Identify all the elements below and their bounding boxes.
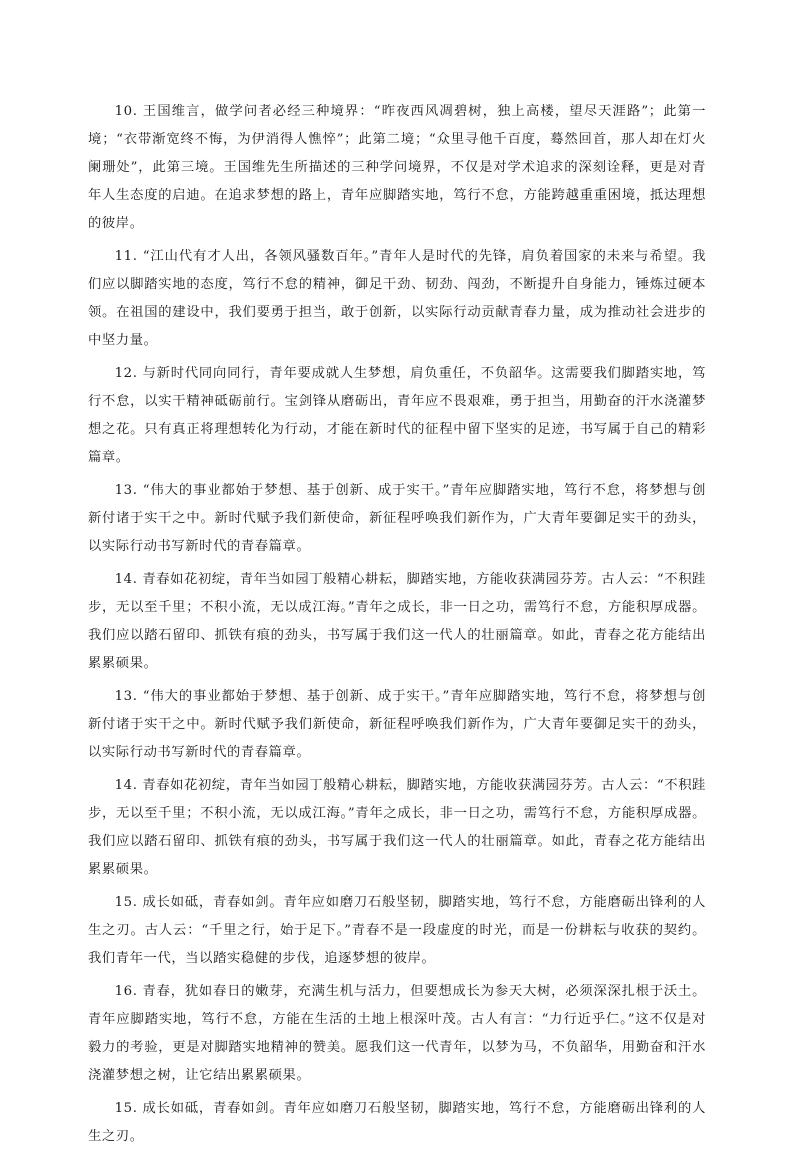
paragraph-12: 12. 与新时代同向同行，青年要成就人生梦想，肩负重任，不负韶华。这需要我们脚踏实地，笃行不怠，以实干精神砥砺前行。宝剑锋从磨砺出，青年应不畏艰难，勇于担当，用勤奋的汗水浇灌梦想之花。只有真正将理想转化为行动，才能在新时代的征程中留下坚实的足迹，书写属于自己的精彩篇章。 — [88, 366, 706, 465]
paragraph-13: 13. “伟大的事业都始于梦想、基于创新、成于实干。”青年应脚踏实地，笃行不怠，将梦想与创新付诸于实干之中。新时代赋予我们新使命，新征程呼唤我们新作为，广大青年要御足实干的劲头，以实际行动书写新时代的青春篇章。 — [88, 483, 706, 554]
paragraph-11: 11. “江山代有才人出，各领风骚数百年。”青年人是时代的先锋，肩负着国家的未来与希望。我们应以脚踏实地的态度，笃行不怠的精神，御足干劲、韧劲、闯劲，不断提升自身能力，锤炼过硬本领。在祖国的建设中，我们要勇于担当，敢于创新，以实际行动贡献青春力量，成为推动社会进步的中坚力量。 — [88, 249, 706, 348]
paragraph-15-repeat: 15. 成长如砥，青春如剑。青年应如磨刀石般坚韧，脚踏实地，笃行不怠，方能磨砺出锋利的人生之刃。 — [88, 1101, 706, 1144]
paragraph-14: 14. 青春如花初绽，青年当如园丁般精心耕耘，脚踏实地，方能收获满园芬芳。古人云：“不积跬步，无以至千里；不积小流，无以成江海。”青年之成长，非一日之功，需笃行不怠，方能积厚成器。我们应以踏石留印、抓铁有痕的劲头，书写属于我们这一代人的壮丽篇章。如此，青春之花方能结出累累硕果。 — [88, 572, 706, 671]
paragraph-13-repeat: 13. “伟大的事业都始于梦想、基于创新、成于实干。”青年应脚踏实地，笃行不怠，将梦想与创新付诸于实干之中。新时代赋予我们新使命，新征程呼唤我们新作为，广大青年要御足实干的劲头，以实际行动书写新时代的青春篇章。 — [88, 689, 706, 760]
paragraph-10: 10. 王国维言，做学问者必经三种境界：“昨夜西风凋碧树，独上高楼，望尽天涯路”；此第一境；“衣带渐宽终不悔，为伊消得人憔悴”；此第二境；“众里寻他千百度，蓦然回首，那人却在灯火阑珊处”，此第三境。王国维先生所描述的三种学问境界，不仅是对学术追求的深刻诠释，更是对青年人生态度的启迪。在追求梦想的路上，青年应脚踏实地，笃行不怠，方能跨越重重困境，抵达理想的彼岸。 — [88, 104, 706, 231]
paragraph-15: 15. 成长如砥，青春如剑。青年应如磨刀石般坚韧，脚踏实地，笃行不怠，方能磨砺出锋利的人生之刃。古人云：“千里之行，始于足下。”青春不是一段虚度的时光，而是一份耕耘与收获的契约。我们青年一代，当以踏实稳健的步伐，追逐梦想的彼岸。 — [88, 895, 706, 966]
paragraph-14-repeat: 14. 青春如花初绽，青年当如园丁般精心耕耘，脚踏实地，方能收获满园芬芳。古人云：“不积跬步，无以至千里；不积小流，无以成江海。”青年之成长，非一日之功，需笃行不怠，方能积厚成器。我们应以踏石留印、抓铁有痕的劲头，书写属于我们这一代人的壮丽篇章。如此，青春之花方能结出累累硕果。 — [88, 778, 706, 877]
paragraph-16: 16. 青春，犹如春日的嫩芽，充满生机与活力，但要想成长为参天大树，必须深深扎根于沃土。青年应脚踏实地，笃行不怠，方能在生活的土地上根深叶茂。古人有言：“力行近乎仁。”这不仅是对毅力的考验，更是对脚踏实地精神的赞美。愿我们这一代青年，以梦为马，不负韶华，用勤奋和汗水浇灌梦想之树，让它结出累累硕果。 — [88, 984, 706, 1083]
document-body — [88, 98, 706, 1156]
